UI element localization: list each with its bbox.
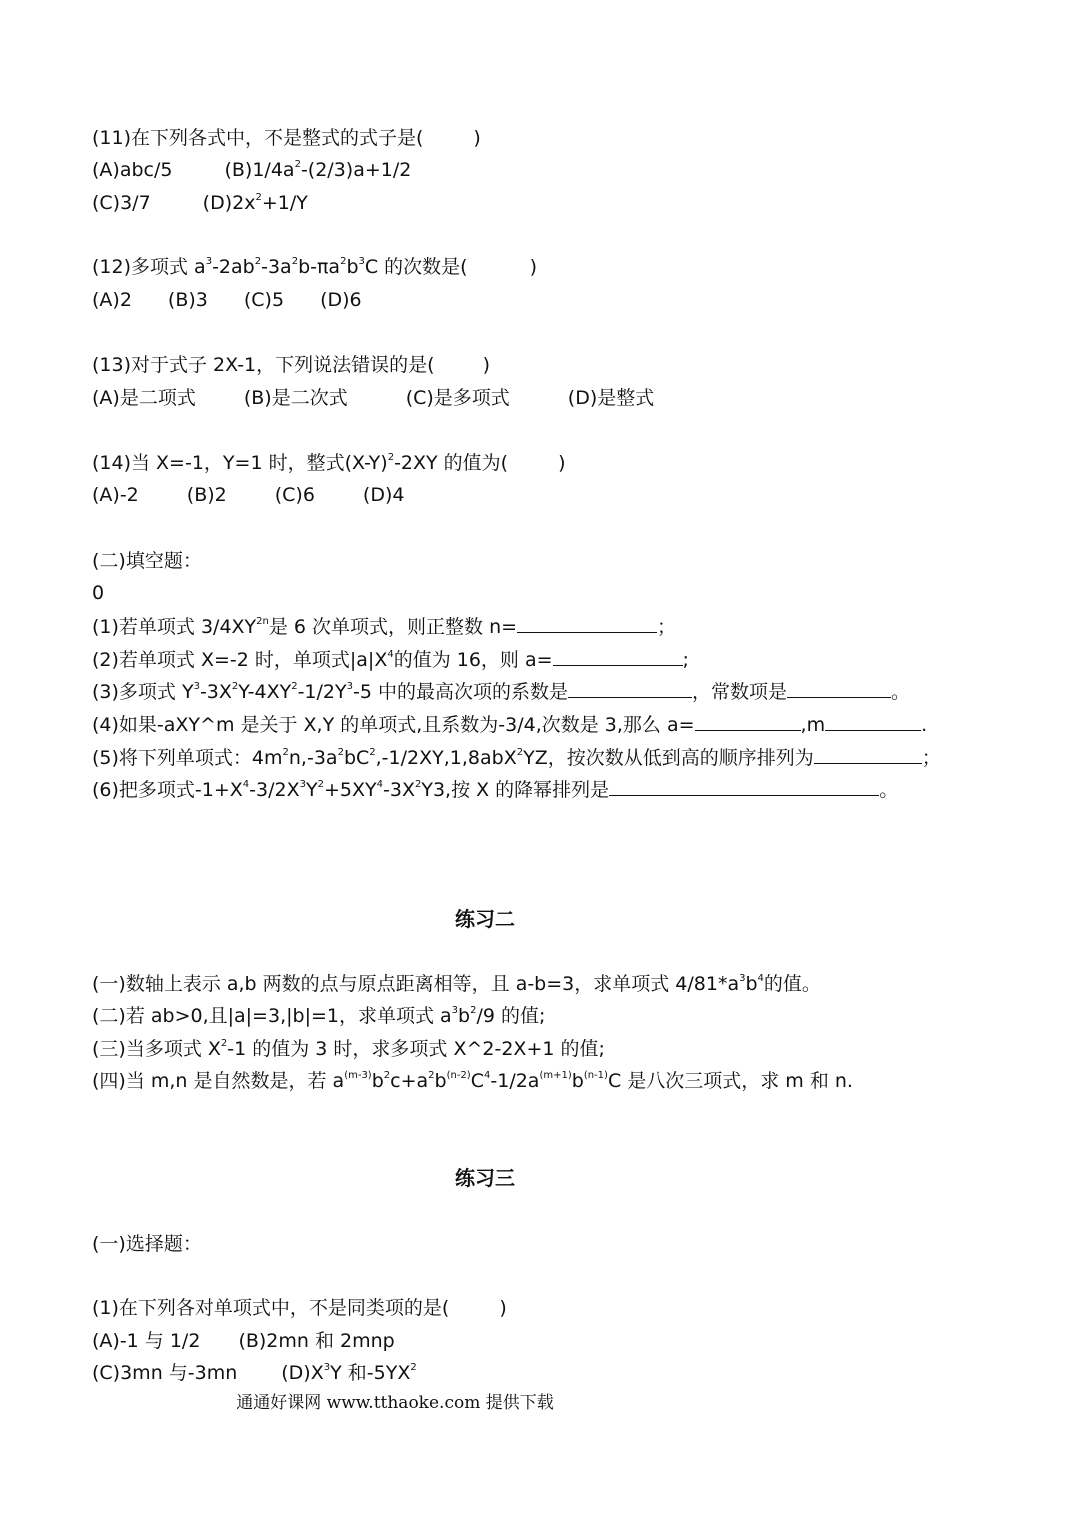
q14-option-b: (B)2 — [186, 484, 227, 506]
fill-item-2: (2)若单项式 X=-2 时，单项式$|a|X^4$的值为 16，则 a= ; — [92, 649, 689, 671]
q14-option-d: (D)4 — [362, 484, 405, 506]
q11-stem-text: (11)在下列各式中，不是整式的式子是( — [92, 127, 424, 149]
question-14-stem: (14)当 X=-1，Y=1 时，整式$(X-Y)^2-2XY$ 的值为( ) — [92, 452, 566, 474]
q13-option-b: (B)是二次式 — [243, 387, 348, 409]
fill-section-title: (二)填空题： — [92, 550, 202, 572]
fill-item-4: (4)如果-aXY^m 是关于 X,Y 的单项式,且系数为-3/4,次数是 3,那么 a= ,m . — [92, 714, 928, 736]
blank-line[interactable] — [825, 712, 921, 731]
ex3-option-d: $(D)X^3Y$ 和$-5YX^2$ — [281, 1362, 417, 1384]
blank-line[interactable] — [568, 679, 692, 698]
q11-stem-close: ) — [473, 127, 481, 149]
exercise-3-title: 练习三 — [455, 1166, 515, 1190]
blank-line[interactable] — [609, 777, 879, 796]
blank-line[interactable] — [814, 745, 922, 764]
q12-option-d: (D)6 — [320, 289, 362, 311]
ex3-option-b: (B)2mn 和 2mnp — [238, 1330, 395, 1352]
ex3-option-a: (A)-1 与 1/2 — [92, 1330, 201, 1352]
fill-item-5: (5)将下列单项式：$4m^2n,-3a^2bC^2,-1/2XY,1,8abX^2YZ$，按次数从低到高的顺序排列为 ； — [92, 747, 941, 769]
exercise-3-q1-stem: (1)在下列各对单项式中，不是同类项的是( ) — [92, 1297, 507, 1319]
exercise-3-subtitle: (一)选择题： — [92, 1233, 202, 1255]
question-11-options-cd — [92, 191, 308, 215]
blank-line[interactable] — [517, 614, 657, 633]
question-13-options — [92, 386, 654, 410]
q13-option-c: (C)是多项式 — [405, 387, 510, 409]
exercise-2-item-1: (一)数轴上表示 a,b 两数的点与原点距离相等，且 a-b=3，求单项式 $4/81*a^3b^4$的值。 — [92, 973, 821, 995]
q12-option-a: (A)2 — [92, 289, 132, 311]
q12-option-b: (B)3 — [167, 289, 208, 311]
q11-option-c: (C)3/7 — [92, 192, 151, 214]
q14-option-a: (A)-2 — [92, 484, 139, 506]
question-12-stem: (12)多项式 $a^3-2ab^2-3a^2b-\pi a^2b^3C$ 的次数是( ) — [92, 256, 538, 278]
question-14-options — [92, 483, 404, 507]
q14-option-c: (C)6 — [274, 484, 315, 506]
q11-option-a: (A)abc/5 — [92, 159, 173, 181]
exercise-2-item-3: (三)当多项式 $X^2-1$ 的值为 3 时，求多项式 X^2-2X+1 的值; — [92, 1038, 605, 1060]
question-11-options-ab — [92, 158, 411, 182]
exercise-2-item-4: (四)当 m,n 是自然数是，若 $a^{(m-3)}b^2c+a^2b^{(n-2)}C^4-1/2a^{(m+1)}b^{(n-1)}C$ 是八次三项式，求 m 和 n. — [92, 1070, 853, 1092]
footer-credit: 通通好课网 www.tthaoke.com 提供下载 — [236, 1393, 554, 1413]
exercise-2-item-2: (二)若 ab>0,且|a|=3,|b|=1，求单项式 $a^3b^2/9$ 的值; — [92, 1005, 546, 1027]
question-13-stem: (13)对于式子 2X-1，下列说法错误的是( ) — [92, 354, 490, 376]
fill-item-6: (6)把多项式$-1+X^4-3/2X^3Y^2+5XY^4-3X^2Y3$,按 X 的降幂排列是 。 — [92, 779, 899, 801]
q13-option-a: (A)是二项式 — [92, 387, 196, 409]
blank-line[interactable] — [553, 647, 683, 666]
q13-option-d: (D)是整式 — [567, 387, 655, 409]
exercise-2-title: 练习二 — [455, 907, 515, 931]
q12-option-c: (C)5 — [243, 289, 285, 311]
fill-zero: 0 — [92, 582, 105, 604]
exercise-3-q1-options-cd — [92, 1361, 417, 1385]
exercise-3-q1-options-ab — [92, 1329, 395, 1353]
fill-item-3: (3)多项式 $Y^3-3X^2Y-4XY^2-1/2Y^3-5$ 中的最高次项的系数是 ，常数项是 。 — [92, 681, 911, 703]
ex3-option-c: (C)3mn 与-3mn — [92, 1362, 238, 1384]
fill-item-1: (1)若单项式 $3/4XY^{2n}$是 6 次单项式，则正整数 n= ； — [92, 616, 677, 638]
blank-line[interactable] — [787, 679, 891, 698]
q11-option-d: $(D)2x^2+1/Y$ — [202, 192, 308, 214]
q11-option-b: $(B)1/4a^2-(2/3)a+1/2$ — [224, 159, 412, 181]
question-11-stem — [92, 126, 481, 150]
question-12-options — [92, 288, 362, 312]
blank-line[interactable] — [695, 712, 801, 731]
